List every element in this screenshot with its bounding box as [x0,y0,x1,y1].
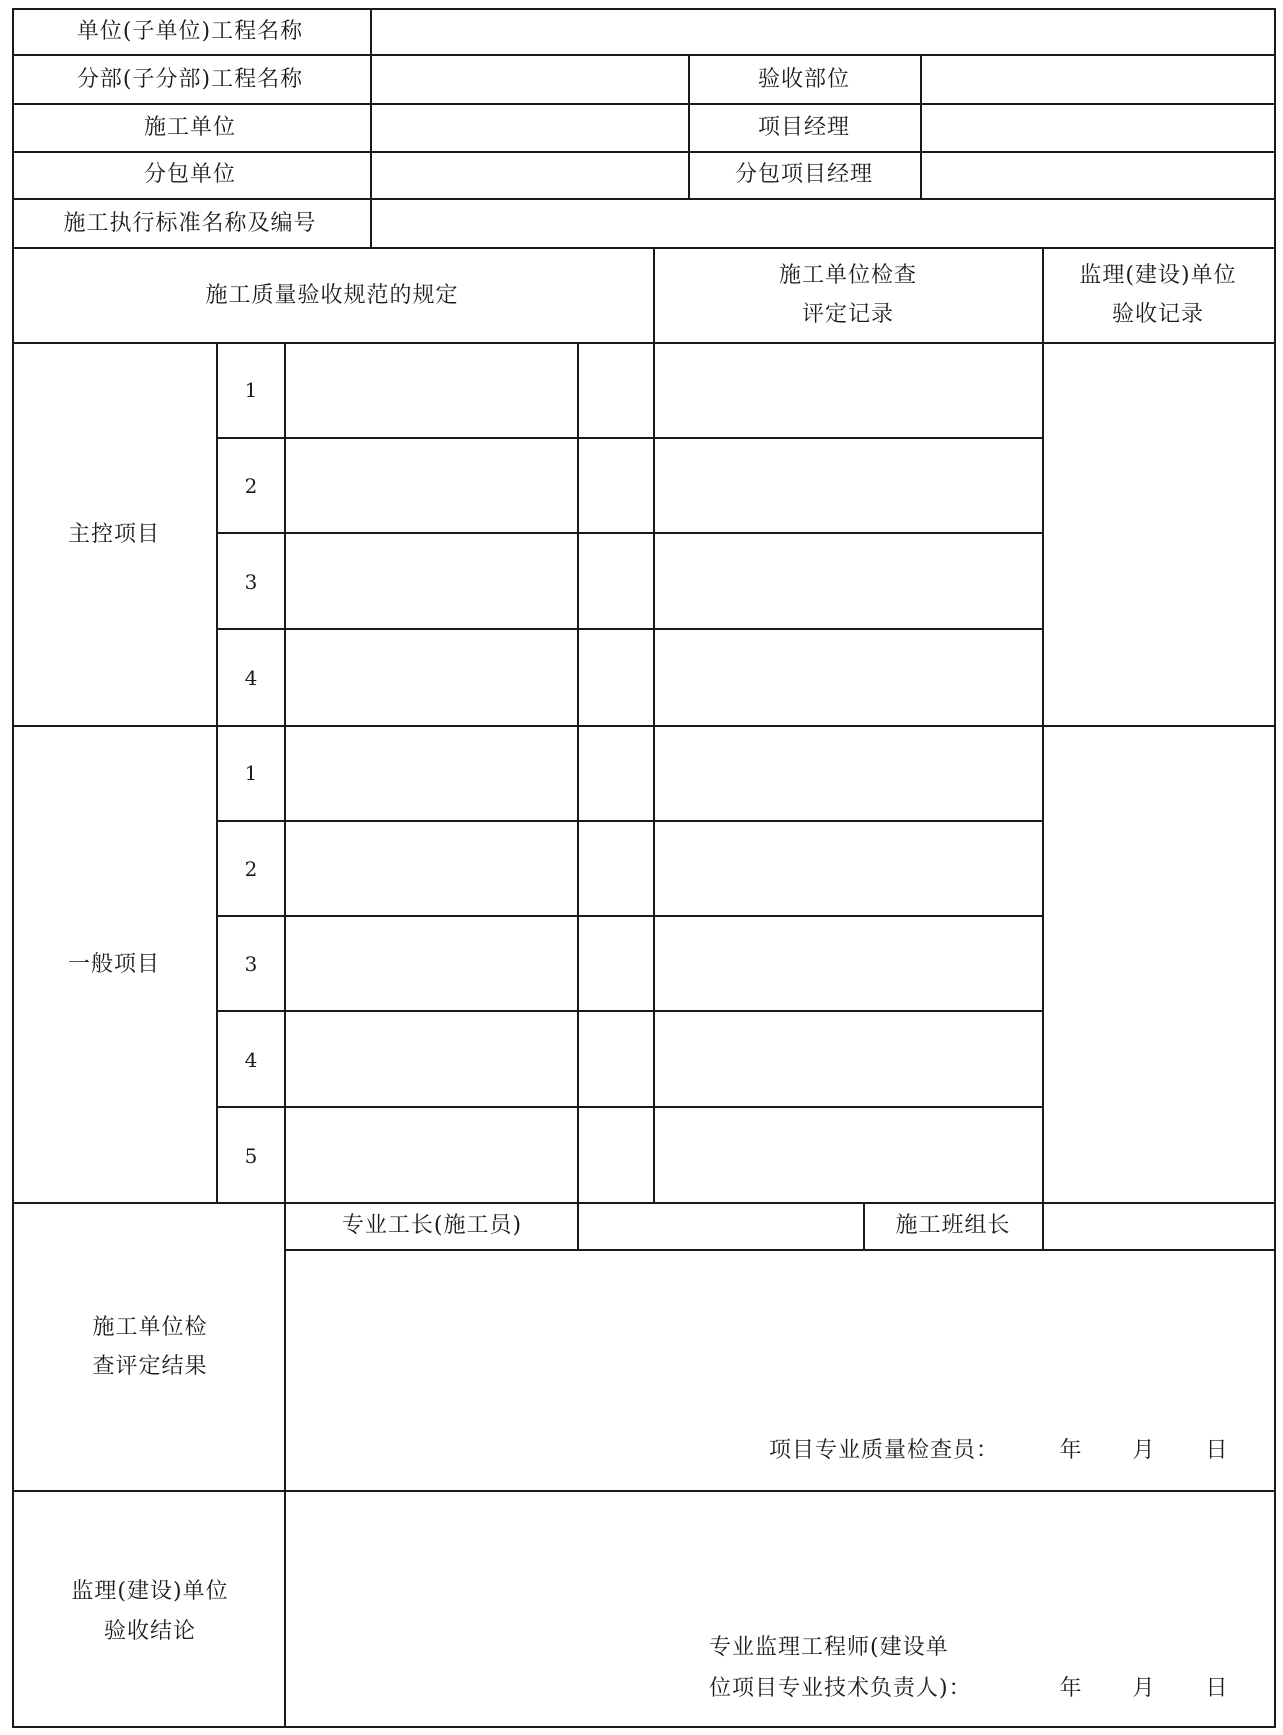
date-month-label: 月 [1132,1438,1156,1463]
divider [577,342,579,1250]
unit-project-name-label: 单位(子单位)工程名称 [76,19,304,44]
supervisor-conclusion-label-line1: 监理(建设)单位 [71,1579,229,1604]
unit-project-name-field[interactable] [372,10,1274,54]
supervisor-accept-header-line2: 验收记录 [1111,302,1205,327]
division-project-name-field[interactable] [372,56,688,103]
divider [12,342,1275,344]
divider [217,915,1043,917]
construction-unit-label: 施工单位 [143,115,237,140]
supervisor-conclusion-label-line2: 验收结论 [103,1619,197,1644]
standard-label: 施工执行标准名称及编号 [63,211,317,236]
general-item-number: 1 [244,761,258,785]
divider [653,247,655,1202]
general-items-label: 一般项目 [67,952,161,977]
main-control-item-number: 3 [244,570,258,594]
border-right [1274,8,1276,1728]
general-item-number: 4 [244,1048,258,1072]
project-manager-field[interactable] [922,105,1274,151]
divider [217,628,1043,630]
divider [217,1010,1043,1012]
general-item-number: 5 [244,1144,258,1168]
border-left [12,8,14,1728]
divider [12,247,1275,249]
acceptance-part-label: 验收部位 [757,67,851,92]
main-control-label: 主控项目 [67,522,161,547]
supervisor-engineer-label-line2: 位项目专业技术负责人)： [709,1676,972,1701]
contractor-check-header-line1: 施工单位检查 [778,263,918,288]
date-month-label: 月 [1132,1676,1156,1701]
divider [284,342,286,1727]
date-year-label: 年 [1059,1676,1083,1701]
divider [216,342,218,1202]
division-project-name-label: 分部(子分部)工程名称 [76,67,304,92]
contractor-result-field[interactable] [287,1252,1274,1452]
divider [217,437,1043,439]
divider [1042,247,1044,1250]
foreman-field[interactable] [580,1204,863,1249]
construction-unit-field[interactable] [372,105,688,151]
subcontractor-field[interactable] [372,153,688,198]
subcontract-manager-field[interactable] [922,153,1274,198]
team-leader-label: 施工班组长 [895,1213,1011,1238]
foreman-label: 专业工长(施工员) [341,1213,523,1238]
border-bottom [12,1726,1275,1728]
contractor-check-header-line2: 评定记录 [801,302,895,327]
main-control-item-number: 2 [244,474,258,498]
main-control-item-number: 1 [244,378,258,402]
subcontractor-label: 分包单位 [143,162,237,187]
main-control-item-number: 4 [244,666,258,690]
acceptance-part-field[interactable] [922,56,1274,103]
date-day-label: 日 [1205,1438,1229,1463]
general-item-number: 3 [244,952,258,976]
subcontract-manager-label: 分包项目经理 [734,162,874,187]
divider [217,1106,1043,1108]
contractor-result-label-line2: 查评定结果 [92,1354,208,1379]
standard-field[interactable] [372,200,1274,247]
regulation-column-header: 施工质量验收规范的规定 [205,283,459,308]
date-day-label: 日 [1205,1676,1229,1701]
team-leader-field[interactable] [1044,1204,1274,1249]
divider [12,725,1275,727]
supervisor-conclusion-field[interactable] [287,1493,1274,1633]
divider [863,1202,865,1250]
divider [688,54,690,199]
supervisor-accept-header-line1: 监理(建设)单位 [1079,263,1237,288]
divider [285,1249,1275,1251]
divider [12,1490,1275,1492]
contractor-result-label-line1: 施工单位检 [92,1315,208,1340]
project-manager-label: 项目经理 [757,115,851,140]
date-year-label: 年 [1059,1438,1083,1463]
divider [217,532,1043,534]
inspector-label: 项目专业质量检查员： [769,1438,1000,1463]
divider [217,820,1043,822]
supervisor-engineer-label-line1: 专业监理工程师(建设单 [709,1635,949,1660]
general-item-number: 2 [244,857,258,881]
